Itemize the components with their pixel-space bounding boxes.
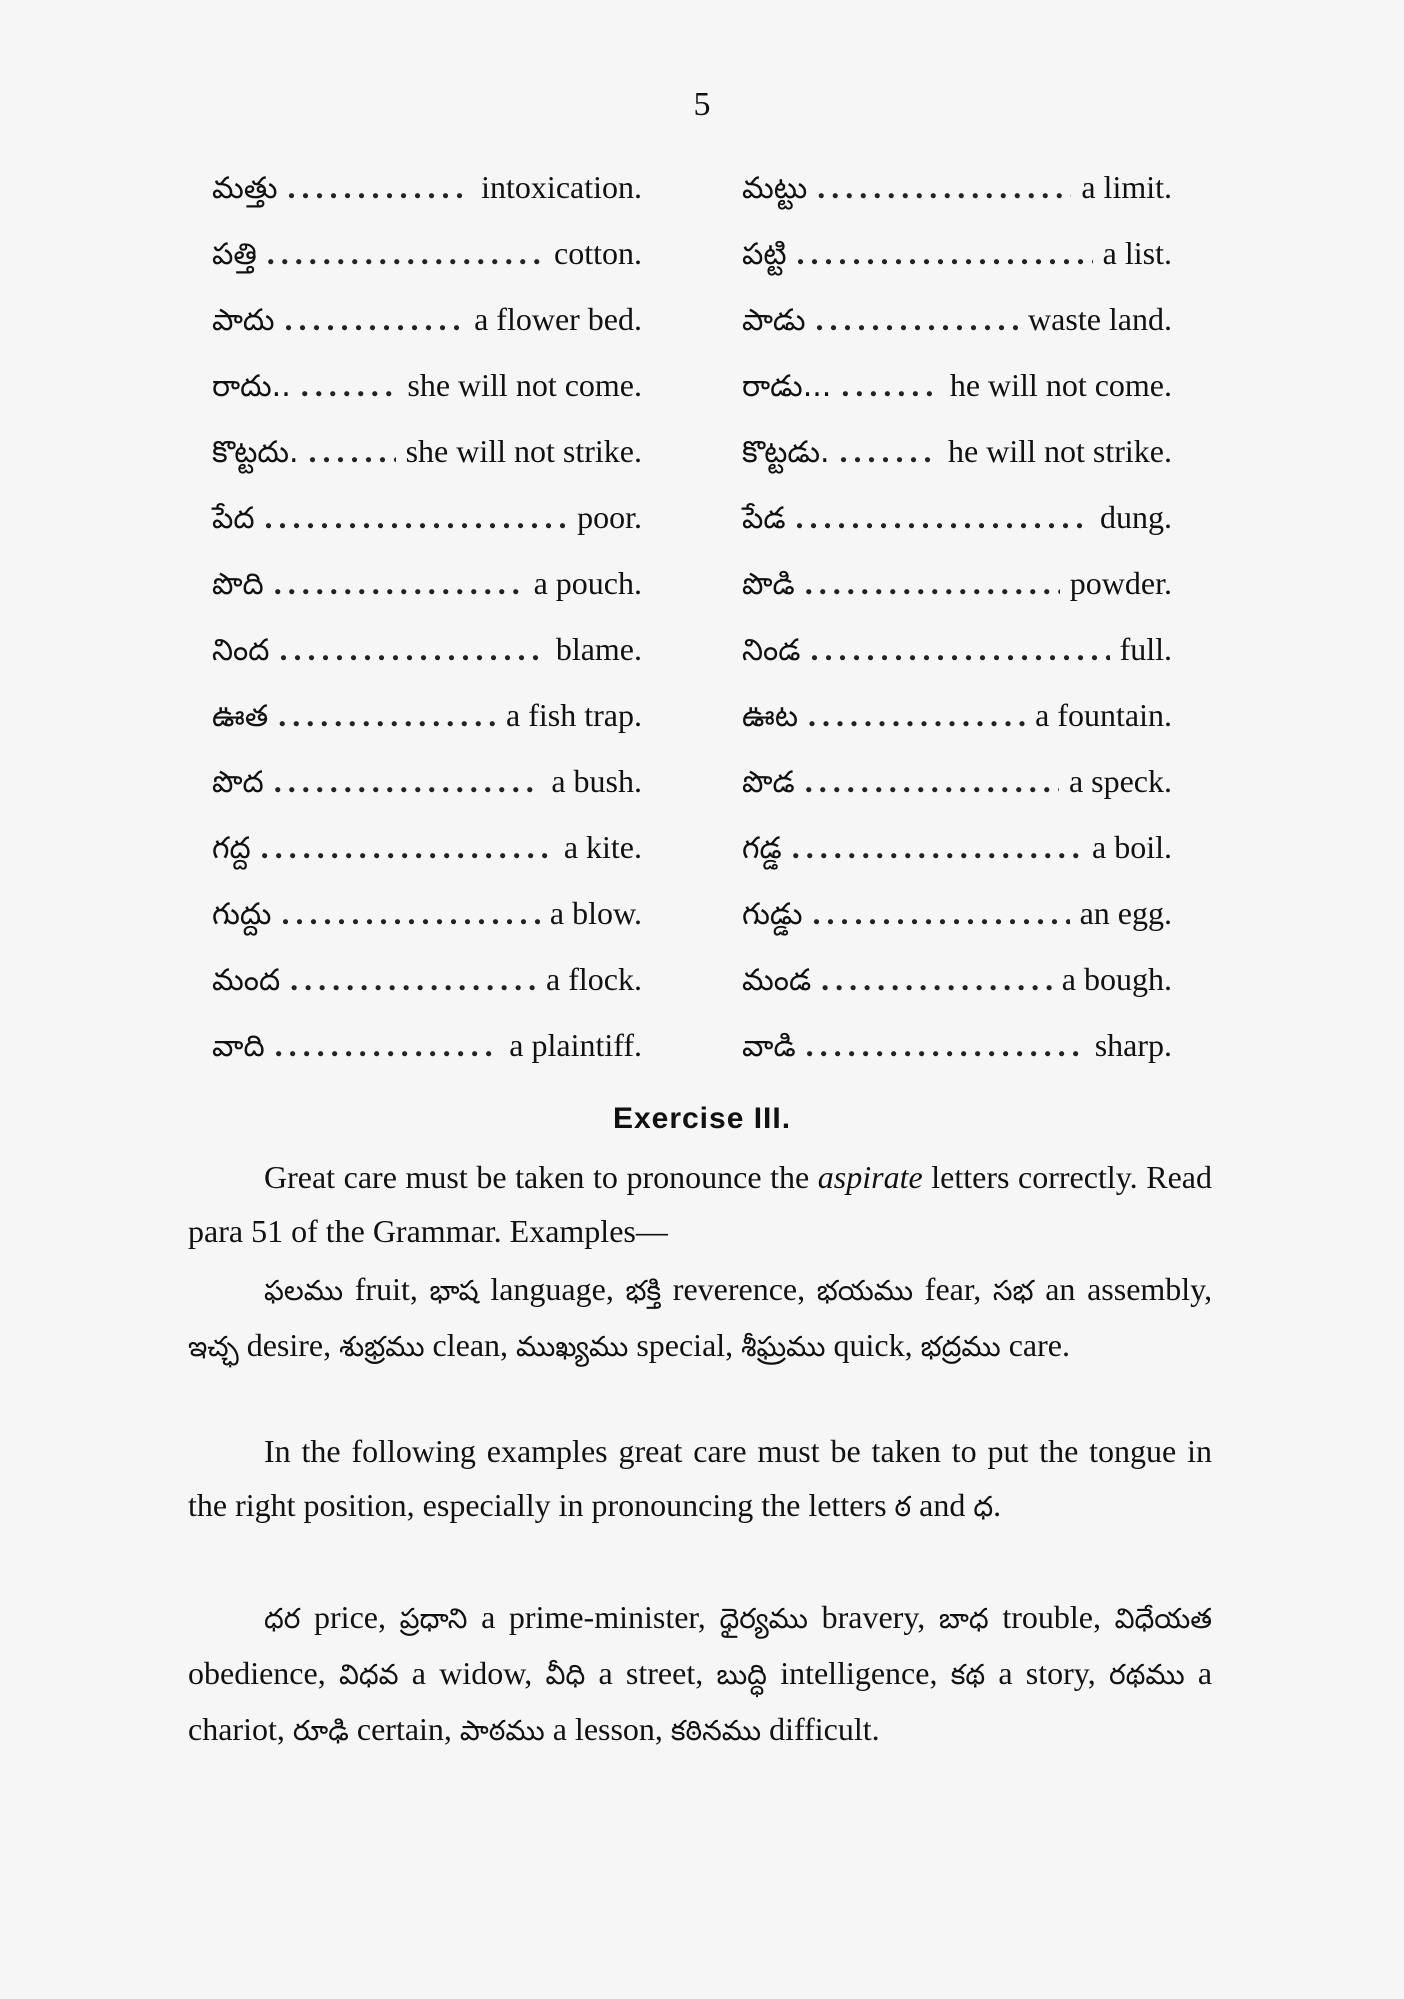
english-gloss: difficult. xyxy=(769,1711,880,1747)
tongue-text: In the following examples great care must be taken to put the tongue in the right position, especially in pronouncing the letters xyxy=(188,1433,1212,1523)
telugu-word: నింద xyxy=(212,633,270,668)
english-gloss: reverence, xyxy=(672,1271,806,1307)
telugu-word: కఠినము xyxy=(670,1714,762,1747)
telugu-word: విధవ xyxy=(338,1658,399,1691)
vocab-entry-right xyxy=(742,301,1172,345)
vocab-entry-right xyxy=(742,499,1172,543)
vocab-row xyxy=(212,818,1172,884)
vocab-entry-left xyxy=(212,433,642,477)
leader-dots xyxy=(274,763,542,800)
aspirate-example xyxy=(516,1327,733,1363)
aspirate-example xyxy=(817,1271,981,1307)
english-meaning: a flock. xyxy=(546,961,642,997)
leader-dots xyxy=(275,1027,500,1064)
telugu-word: మట్టు xyxy=(742,171,808,206)
telugu-word: పేద xyxy=(212,501,255,536)
english-meaning: he will not strike. xyxy=(948,433,1172,469)
english-gloss: obedience, xyxy=(188,1655,326,1691)
leader-dots xyxy=(810,631,1109,668)
telugu-word: శుభ్రము xyxy=(339,1330,425,1363)
aspirate-example xyxy=(993,1271,1212,1307)
aspirate-example xyxy=(741,1327,912,1363)
leader-dots xyxy=(816,301,1019,338)
leader-dots xyxy=(805,763,1059,800)
vocab-entry-right xyxy=(742,1027,1172,1071)
telugu-word: ముఖ్యము xyxy=(516,1330,629,1363)
telugu-word: కథ xyxy=(950,1658,986,1691)
english-gloss: price, xyxy=(314,1599,386,1635)
english-gloss: a story, xyxy=(998,1655,1096,1691)
leader-dots xyxy=(279,631,545,668)
english-meaning: a fountain. xyxy=(1035,697,1172,733)
english-meaning: an egg. xyxy=(1079,895,1172,931)
english-meaning: a fish trap. xyxy=(506,697,642,733)
telugu-word: వాడి xyxy=(742,1029,796,1064)
tongue-letter-dha: ధ xyxy=(973,1490,994,1523)
english-gloss: a lesson, xyxy=(552,1711,663,1747)
telugu-word: గడ్డ xyxy=(742,831,782,866)
telugu-word: గుద్దు xyxy=(212,897,272,932)
aspirate-example xyxy=(339,1327,508,1363)
tongue-instruction-paragraph xyxy=(188,1424,1212,1534)
telugu-word: బుద్ధి xyxy=(716,1658,767,1691)
telugu-word: గుడ్డు xyxy=(742,897,803,932)
vocab-row xyxy=(212,488,1172,554)
leader-dots xyxy=(290,961,536,998)
exercise-heading: Exercise III. xyxy=(612,1102,792,1135)
leader-dots xyxy=(285,301,465,338)
vocab-entry-left xyxy=(212,301,642,345)
english-meaning: powder. xyxy=(1069,565,1172,601)
tongue-example xyxy=(719,1599,925,1635)
tongue-examples-paragraph xyxy=(188,1590,1212,1758)
telugu-word: పొద xyxy=(212,765,264,800)
telugu-word: వాది xyxy=(212,1029,265,1064)
vocab-entry-left xyxy=(212,1027,642,1071)
english-meaning: a pouch. xyxy=(533,565,642,601)
tongue-and: and xyxy=(911,1487,974,1523)
english-meaning: a boil. xyxy=(1092,829,1172,865)
english-meaning: a bush. xyxy=(551,763,642,799)
english-meaning: a kite. xyxy=(563,829,642,865)
english-gloss: desire, xyxy=(246,1327,332,1363)
telugu-word: శీఘ్రము xyxy=(741,1330,826,1363)
vocab-row xyxy=(212,422,1172,488)
tongue-example xyxy=(546,1655,704,1691)
english-meaning: a plaintiff. xyxy=(509,1027,642,1063)
vocabulary-list xyxy=(212,158,1172,1082)
english-meaning: a limit. xyxy=(1081,169,1172,205)
english-meaning: dung. xyxy=(1100,499,1172,535)
vocab-row xyxy=(212,356,1172,422)
vocab-entry-left xyxy=(212,367,642,411)
leader-dots xyxy=(805,565,1060,602)
leader-dots xyxy=(796,499,1090,536)
english-gloss: care. xyxy=(1008,1327,1070,1363)
telugu-word: రూఢి xyxy=(292,1714,349,1747)
telugu-word: రాడు... xyxy=(742,369,832,404)
vocab-row xyxy=(212,686,1172,752)
english-gloss: a widow, xyxy=(411,1655,533,1691)
telugu-word: భద్రము xyxy=(920,1330,1001,1363)
leader-dots xyxy=(287,169,471,206)
aspirate-example xyxy=(264,1271,418,1307)
telugu-word: బాధ xyxy=(938,1602,989,1635)
tongue-example xyxy=(293,1711,452,1747)
leader-dots xyxy=(806,1027,1085,1064)
telugu-word: పత్తి xyxy=(212,237,257,272)
vocab-row xyxy=(212,1016,1172,1082)
english-meaning: sharp. xyxy=(1094,1027,1172,1063)
tongue-end: . xyxy=(993,1487,1002,1523)
telugu-word: మత్తు xyxy=(212,171,278,206)
english-meaning: waste land. xyxy=(1028,301,1172,337)
vocab-entry-left xyxy=(212,631,642,675)
english-meaning: poor. xyxy=(577,499,642,535)
vocab-entry-right xyxy=(742,433,1172,477)
english-meaning: a flower bed. xyxy=(474,301,642,337)
leader-dots xyxy=(841,367,940,404)
english-gloss: fruit, xyxy=(354,1271,418,1307)
tongue-example xyxy=(671,1711,880,1747)
leader-dots xyxy=(301,367,398,404)
telugu-word: పొడ xyxy=(742,765,795,800)
leader-dots xyxy=(278,697,496,734)
vocab-entry-left xyxy=(212,499,642,543)
vocab-entry-right xyxy=(742,697,1172,741)
english-gloss: trouble, xyxy=(1002,1599,1101,1635)
english-meaning: she will not strike. xyxy=(405,433,642,469)
leader-dots xyxy=(274,565,524,602)
telugu-word: మండ xyxy=(742,963,812,998)
leader-dots xyxy=(812,895,1069,932)
telugu-word: పాడు xyxy=(742,303,806,338)
english-gloss: clean, xyxy=(432,1327,509,1363)
tongue-example xyxy=(264,1599,386,1635)
leader-dots xyxy=(808,697,1025,734)
telugu-word: ప్రధాని xyxy=(399,1602,468,1635)
vocab-entry-left xyxy=(212,235,642,279)
english-gloss: intelligence, xyxy=(780,1655,938,1691)
tongue-example xyxy=(460,1711,663,1747)
vocab-entry-right xyxy=(742,235,1172,279)
english-gloss: an assembly, xyxy=(1045,1271,1213,1307)
leader-dots xyxy=(267,235,544,272)
vocab-entry-left xyxy=(212,697,642,741)
telugu-word: భయము xyxy=(816,1274,914,1307)
aspirate-intro-paragraph xyxy=(188,1150,1212,1258)
telugu-word: పాఠము xyxy=(459,1714,545,1747)
vocab-entry-right xyxy=(742,895,1172,939)
english-meaning: a bough. xyxy=(1061,961,1172,997)
telugu-word: ఊట xyxy=(742,699,799,734)
english-meaning: cotton. xyxy=(554,235,642,271)
telugu-word: నిండ xyxy=(742,633,801,668)
telugu-word: విధేయత xyxy=(1114,1602,1213,1635)
vocab-row xyxy=(212,884,1172,950)
aspirate-example xyxy=(625,1271,805,1307)
leader-dots xyxy=(797,235,1093,272)
vocab-entry-left xyxy=(212,829,642,873)
aspirate-examples-paragraph xyxy=(188,1262,1212,1374)
leader-dots xyxy=(265,499,568,536)
english-gloss: a street, xyxy=(598,1655,704,1691)
page-number: 5 xyxy=(693,86,711,123)
english-gloss: special, xyxy=(636,1327,734,1363)
telugu-word: ధర xyxy=(264,1602,301,1635)
leader-dots xyxy=(281,895,539,932)
vocab-entry-right xyxy=(742,367,1172,411)
tongue-letter-tha: ఠ xyxy=(894,1490,912,1523)
aspirate-example xyxy=(188,1327,331,1363)
leader-dots xyxy=(821,961,1052,998)
vocab-entry-left xyxy=(212,565,642,609)
vocab-row xyxy=(212,620,1172,686)
vocab-entry-left xyxy=(212,895,642,939)
vocab-row xyxy=(212,158,1172,224)
english-meaning: she will not come. xyxy=(407,367,642,403)
tongue-example xyxy=(339,1655,532,1691)
telugu-word: పొది xyxy=(212,567,264,602)
english-gloss: quick, xyxy=(833,1327,913,1363)
telugu-word: ధైర్యము xyxy=(719,1602,808,1635)
telugu-word: భక్తి xyxy=(625,1274,662,1307)
telugu-word: ఇచ్ఛ xyxy=(188,1330,239,1363)
english-meaning: full. xyxy=(1119,631,1172,667)
english-gloss: a prime-minister, xyxy=(481,1599,706,1635)
telugu-word: మంద xyxy=(212,963,281,998)
vocab-row xyxy=(212,950,1172,1016)
intro-italic-word: aspirate xyxy=(817,1159,923,1195)
tongue-example xyxy=(951,1655,1096,1691)
telugu-word: భాష xyxy=(429,1274,479,1307)
english-meaning: a blow. xyxy=(549,895,642,931)
telugu-word: పాదు xyxy=(212,303,275,338)
vocab-entry-left xyxy=(212,169,642,213)
aspirate-example xyxy=(430,1271,614,1307)
leader-dots xyxy=(840,433,939,470)
tongue-example xyxy=(716,1655,937,1691)
vocab-entry-left xyxy=(212,961,642,1005)
telugu-word: ఫలము xyxy=(264,1274,344,1307)
intro-text-part2: letters correctly. Read para 51 of the Grammar. Examples— xyxy=(188,1159,1213,1249)
vocab-entry-right xyxy=(742,169,1172,213)
aspirate-example xyxy=(921,1327,1070,1363)
english-meaning: blame. xyxy=(555,631,642,667)
english-gloss: a chariot, xyxy=(188,1655,1213,1747)
leader-dots xyxy=(792,829,1082,866)
telugu-word: రాదు.. xyxy=(212,369,291,404)
intro-text-part1: Great care must be taken to pronounce the xyxy=(264,1159,818,1195)
english-gloss: bravery, xyxy=(821,1599,926,1635)
telugu-word: కొట్టడు. xyxy=(742,435,830,470)
telugu-word: పేడ xyxy=(742,501,786,536)
telugu-word: వీధి xyxy=(545,1658,586,1691)
telugu-word: పట్టి xyxy=(742,237,787,272)
leader-dots xyxy=(309,433,396,470)
english-gloss: certain, xyxy=(356,1711,452,1747)
vocab-entry-right xyxy=(742,763,1172,807)
english-meaning: a list. xyxy=(1102,235,1172,271)
vocab-entry-right xyxy=(742,565,1172,609)
leader-dots xyxy=(261,829,554,866)
english-meaning: intoxication. xyxy=(481,169,642,205)
telugu-word: కొట్టదు. xyxy=(212,435,299,470)
leader-dots xyxy=(817,169,1071,206)
telugu-word: గద్ద xyxy=(212,831,251,866)
vocab-entry-right xyxy=(742,829,1172,873)
tongue-example xyxy=(400,1599,706,1635)
telugu-word: ఊత xyxy=(212,699,269,734)
tongue-example xyxy=(939,1599,1101,1635)
english-gloss: language, xyxy=(490,1271,614,1307)
vocab-row xyxy=(212,752,1172,818)
vocab-entry-right xyxy=(742,961,1172,1005)
vocab-row xyxy=(212,554,1172,620)
english-meaning: he will not come. xyxy=(949,367,1172,403)
english-gloss: fear, xyxy=(924,1271,982,1307)
vocab-entry-right xyxy=(742,631,1172,675)
english-meaning: a speck. xyxy=(1068,763,1172,799)
telugu-word: పొడి xyxy=(742,567,795,602)
vocab-entry-left xyxy=(212,763,642,807)
vocab-row xyxy=(212,224,1172,290)
telugu-word: రథము xyxy=(1108,1658,1185,1691)
telugu-word: సభ xyxy=(992,1274,1034,1307)
vocab-row xyxy=(212,290,1172,356)
